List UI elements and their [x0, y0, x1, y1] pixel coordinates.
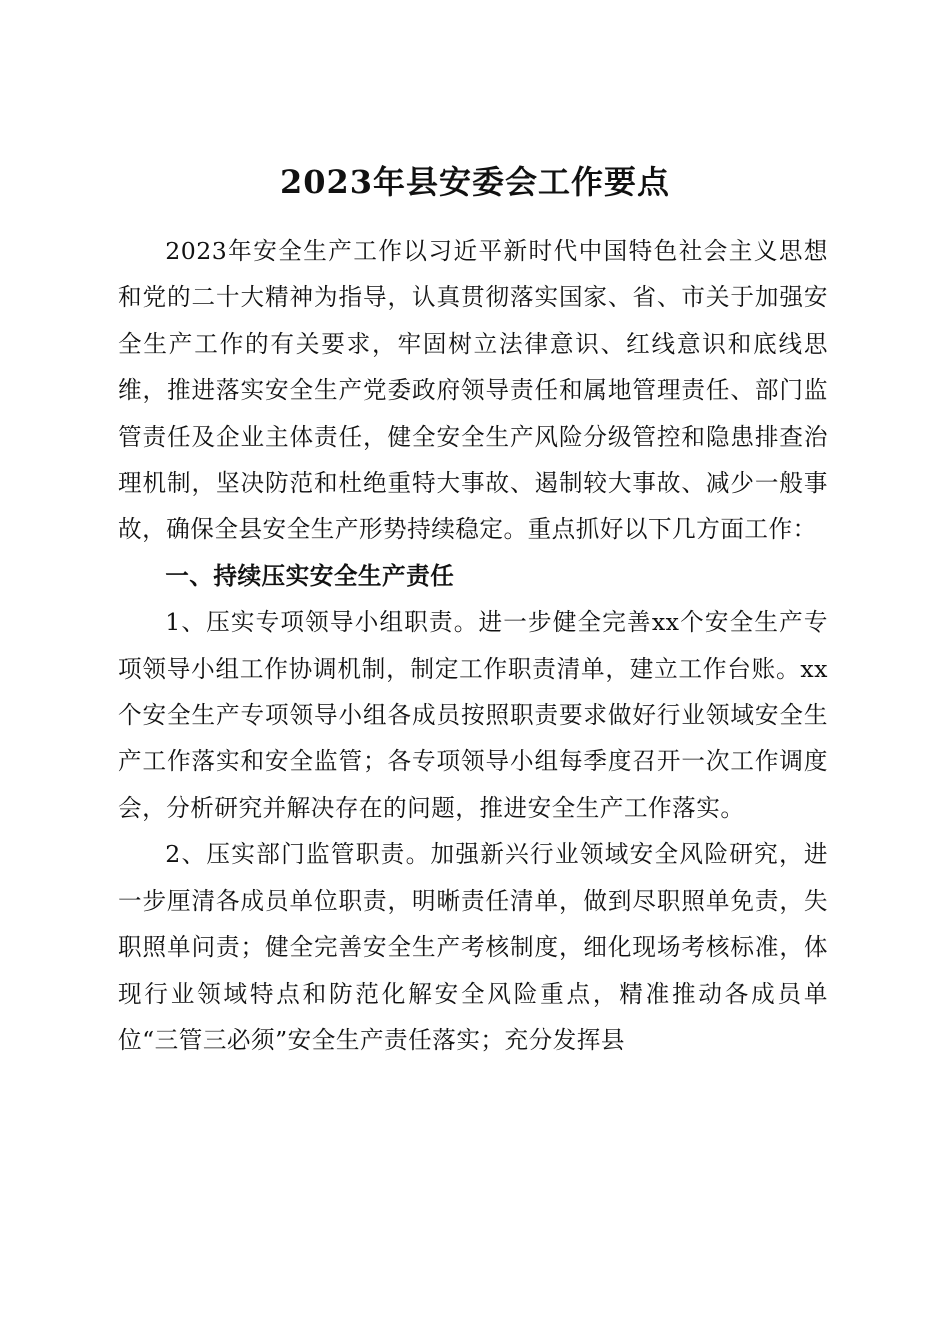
intro-paragraph: 2023年安全生产工作以习近平新时代中国特色社会主义思想和党的二十大精神为指导，认真贯彻落实国家、省、市关于加强安全生产工作的有关要求，牢固树立法律意识、红线意识和底线思维，推进落实安全生产党委政府领导责任和属地管理责任、部门监管责任及企业主体责任，健全安全生产风险分级管控和隐患排查治理机制，坚决防范和杜绝重特大事故、遏制较大事故、减少一般事故，确保全县安全生产形势持续稳定。重点抓好以下几方面工作：: [118, 237, 828, 544]
section-heading-1: 一、持续压实安全生产责任: [165, 561, 455, 590]
item-paragraph-2: 2、压实部门监管职责。加强新兴行业领域安全风险研究，进一步厘清各成员单位职责，明晰责任清单，做到尽职照单免责，失职照单问责；健全完善安全生产考核制度，细化现场考核标准，体现行业领域特点和防范化解安全风险重点，精准推动各成员单位“三管三必须”安全生产责任落实；充分发挥县: [118, 840, 828, 1054]
document-body: [118, 228, 828, 1063]
document-title: 2023年县安委会工作要点: [279, 163, 671, 202]
item-paragraph-1: 1、压实专项领导小组职责。进一步健全完善xx个安全生产专项领导小组工作协调机制，制定工作职责清单，建立工作台账。xx个安全生产专项领导小组各成员按照职责要求做好行业领域安全生产工作落实和安全监管；各专项领导小组每季度召开一次工作调度会，分析研究并解决存在的问题，推进安全生产工作落实。: [118, 608, 828, 822]
